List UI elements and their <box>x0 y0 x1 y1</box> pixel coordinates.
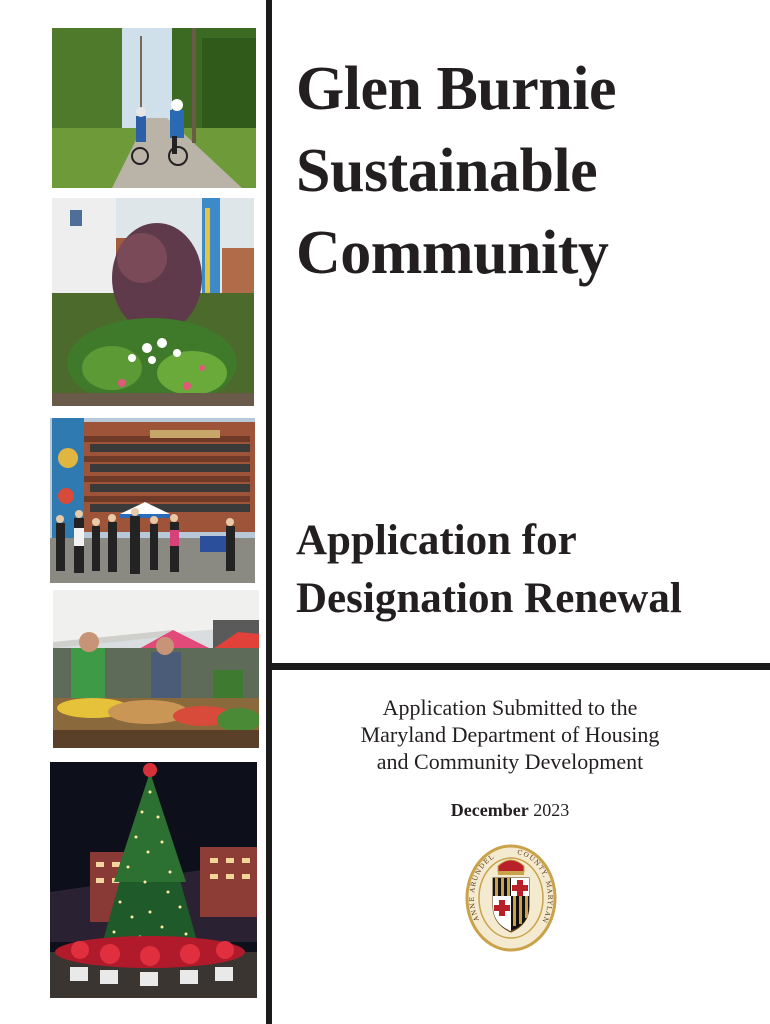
document-title <box>296 48 756 294</box>
date-year: 2023 <box>533 800 570 820</box>
title-line-1: Glen Burnie <box>296 55 617 123</box>
submitted-line-1: Application Submitted to the <box>382 695 638 720</box>
horizontal-divider <box>272 663 770 670</box>
photo-cyclists-trail <box>52 28 256 188</box>
document-subtitle <box>296 512 766 628</box>
subtitle-line-2: Designation Renewal <box>296 575 682 622</box>
photo-building-event <box>50 418 255 583</box>
subtitle-line-1: Application for <box>296 517 577 564</box>
seal-text-left: ANNE ARUNDEL <box>467 852 496 923</box>
county-seal-icon <box>465 840 557 952</box>
vertical-divider <box>266 0 272 1024</box>
submission-date <box>300 800 720 821</box>
submitted-line-3: and Community Development <box>376 749 644 774</box>
photo-farmers-market <box>53 590 259 748</box>
photo-christmas-tree <box>50 762 257 998</box>
submission-statement <box>300 694 720 775</box>
title-line-2: Sustainable <box>296 137 598 205</box>
submitted-line-2: Maryland Department of Housing <box>360 722 660 747</box>
title-line-3: Community <box>296 219 609 287</box>
seal-text-right: COUNTY, MARYLAN <box>516 848 555 925</box>
date-month: December <box>450 800 529 820</box>
photo-flower-planter <box>52 198 254 406</box>
